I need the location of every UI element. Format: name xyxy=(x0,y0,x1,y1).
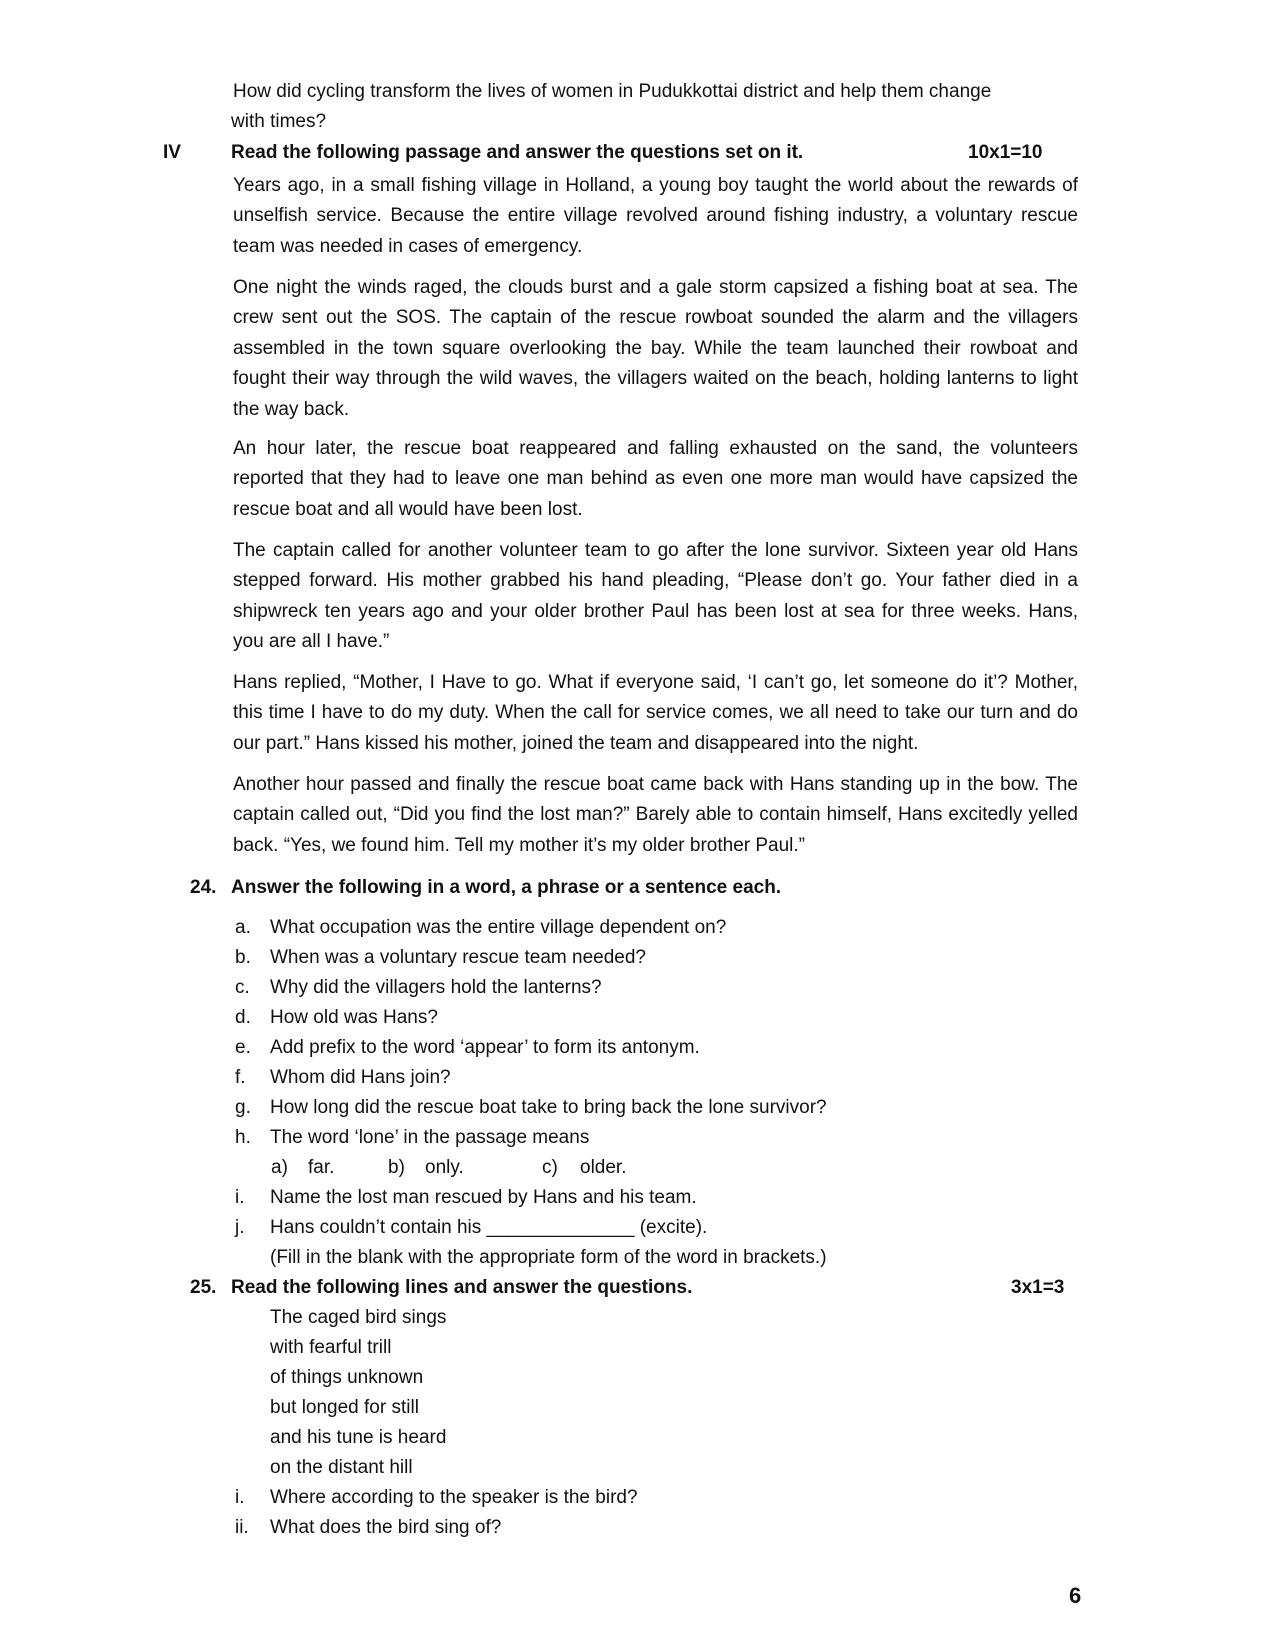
item-text: What does the bird sing of? xyxy=(270,1517,502,1538)
passage-paragraph: The captain called for another volunteer team to go after the lone survivor. Sixteen year old Hans stepped forward. His mother grabbed his hand pleading, “Please don’t go. Your father died in a shipwreck ten years ago and your older brother Paul has been lost at sea for three weeks. Hans, you are all I have.” xyxy=(233,540,1078,653)
passage-paragraph: Another hour passed and finally the rescue boat came back with Hans standing up in the bow. The captain called out, “Did you find the lost man?” Barely able to contain himself, Hans excitedly yelled back. “Yes, we found him. Tell my mother it’s my older brother Paul.” xyxy=(233,774,1078,856)
item-label: h. xyxy=(235,1127,251,1148)
option-label: c) xyxy=(542,1157,558,1178)
question-number: 24. xyxy=(190,877,217,898)
intro-question-line-2: with times? xyxy=(231,111,327,132)
poem-line: on the distant hill xyxy=(270,1457,413,1478)
item-label: b. xyxy=(235,947,251,968)
question-heading: Answer the following in a word, a phrase or a sentence each. xyxy=(231,877,782,898)
poem-line: of things unknown xyxy=(270,1367,424,1388)
item-text: Name the lost man rescued by Hans and his team. xyxy=(270,1187,697,1208)
option-text: older. xyxy=(580,1157,627,1178)
page-number: 6 xyxy=(1069,1583,1082,1608)
option-label: a) xyxy=(271,1157,288,1178)
passage-paragraph: Years ago, in a small fishing village in Holland, a young boy taught the world about the rewards of unselfish service. Because the entire village revolved around fishing industry, a voluntary rescue team was needed in cases of emergency. xyxy=(233,175,1078,257)
item-label: c. xyxy=(235,977,250,998)
question-marks: 3x1=3 xyxy=(1011,1277,1065,1298)
poem-line: The caged bird sings xyxy=(270,1307,447,1328)
passage-paragraph: An hour later, the rescue boat reappeared and falling exhausted on the sand, the volunteers reported that they had to leave one man behind as even one more man would have capsized the rescue boat and all would have been lost. xyxy=(233,438,1078,520)
item-text: Where according to the speaker is the bird? xyxy=(270,1487,638,1508)
item-label: g. xyxy=(235,1097,251,1118)
item-label: a. xyxy=(235,917,251,938)
section-heading: Read the following passage and answer the questions set on it. xyxy=(231,142,804,163)
item-label: e. xyxy=(235,1037,251,1058)
passage-paragraph: One night the winds raged, the clouds burst and a gale storm capsized a fishing boat at sea. The crew sent out the SOS. The captain of the rescue rowboat sounded the alarm and the villagers assembled in the town square overlooking the bay. While the team launched their rowboat and fought their way through the wild waves, the villagers waited on the beach, holding lanterns to light the way back. xyxy=(233,277,1078,420)
item-text: Hans couldn’t contain his ______________ (excite). xyxy=(270,1217,708,1238)
section-marks: 10x1=10 xyxy=(968,142,1043,163)
fill-blank-note: (Fill in the blank with the appropriate form of the word in brackets.) xyxy=(270,1247,827,1268)
item-text: The word ‘lone’ in the passage means xyxy=(270,1127,590,1148)
item-label: i. xyxy=(235,1187,245,1208)
intro-question-line-1: How did cycling transform the lives of women in Pudukkottai district and help them change xyxy=(233,81,992,102)
poem-line: and his tune is heard xyxy=(270,1427,447,1448)
question-heading: Read the following lines and answer the questions. xyxy=(231,1277,693,1298)
item-text: Whom did Hans join? xyxy=(270,1067,451,1088)
item-text: How long did the rescue boat take to bring back the lone survivor? xyxy=(270,1097,827,1118)
item-label: i. xyxy=(235,1487,245,1508)
item-text: Why did the villagers hold the lanterns? xyxy=(270,977,602,998)
question-number: 25. xyxy=(190,1277,217,1298)
option-label: b) xyxy=(388,1157,405,1178)
item-text: How old was Hans? xyxy=(270,1007,438,1028)
item-text: Add prefix to the word ‘appear’ to form its antonym. xyxy=(270,1037,700,1058)
option-text: far. xyxy=(308,1157,335,1178)
passage-paragraph: Hans replied, “Mother, I Have to go. What if everyone said, ‘I can’t go, let someone do it’? Mother, this time I have to do my duty. When the call for service comes, we all need to take our turn and do our part.” Hans kissed his mother, joined the team and disappeared into the night. xyxy=(233,672,1078,754)
section-numeral: IV xyxy=(163,142,181,163)
item-label: ii. xyxy=(235,1517,249,1538)
poem-line: but longed for still xyxy=(270,1397,419,1418)
item-text: What occupation was the entire village dependent on? xyxy=(270,917,727,938)
option-text: only. xyxy=(425,1157,464,1178)
item-label: d. xyxy=(235,1007,251,1028)
item-label: f. xyxy=(235,1067,246,1088)
item-text: When was a voluntary rescue team needed? xyxy=(270,947,646,968)
poem-line: with fearful trill xyxy=(270,1337,392,1358)
item-label: j. xyxy=(235,1217,245,1238)
